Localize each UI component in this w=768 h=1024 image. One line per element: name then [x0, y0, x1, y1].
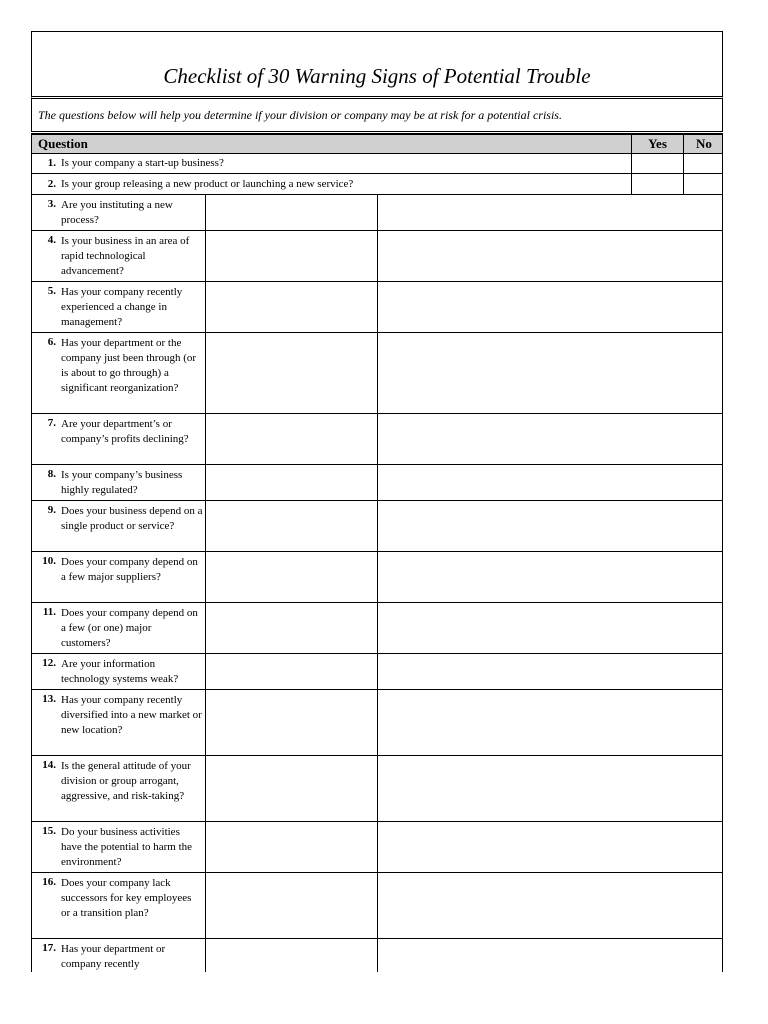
yes-answer-cell[interactable] [206, 465, 378, 500]
question-cell [32, 414, 206, 464]
question-text: Does your company lack successors for key employees or a transition plan? [61, 877, 192, 919]
question-cell [32, 690, 206, 755]
question-number: 13. [42, 693, 56, 705]
table-row [31, 690, 723, 756]
checklist-sheet [31, 31, 723, 972]
question-text: Has your department or the company just been through (or is about to go through) a significant reorganization? [61, 337, 197, 394]
question-cell [32, 231, 206, 281]
intro-text: The questions below will help you determine if your division or company may be at risk for a potential crisis. [38, 108, 562, 122]
table-row [31, 654, 723, 690]
yes-answer-cell[interactable] [206, 939, 378, 972]
question-text: Is your company a start-up business? [61, 157, 224, 169]
question-cell [32, 654, 206, 689]
question-number: 4. [47, 234, 56, 246]
table-row [31, 333, 723, 414]
table-row [31, 282, 723, 333]
question-number: 8. [47, 468, 56, 480]
table-row [31, 153, 723, 174]
yes-answer-cell[interactable] [206, 873, 378, 938]
yes-answer-cell[interactable] [206, 282, 378, 332]
question-text: Is your company’s business highly regulated? [61, 469, 183, 496]
header-no: No [683, 135, 724, 153]
table-row [31, 174, 723, 195]
question-text: Is your group releasing a new product or launching a new service? [61, 178, 354, 190]
yes-answer-cell[interactable] [206, 690, 378, 755]
question-cell [32, 873, 206, 938]
title-box [31, 31, 723, 99]
question-cell [32, 756, 206, 821]
table-header [31, 133, 723, 154]
yes-answer-cell[interactable] [206, 756, 378, 821]
question-number: 1. [47, 157, 56, 169]
question-number: 17. [42, 942, 56, 954]
question-number: 14. [42, 759, 56, 771]
header-question: Question [38, 136, 88, 151]
question-cell [32, 282, 206, 332]
no-answer-cell[interactable] [683, 174, 724, 194]
table-row [31, 501, 723, 552]
table-row [31, 552, 723, 603]
question-cell [32, 501, 206, 551]
question-text: Has your department or company recently [61, 943, 166, 970]
question-number: 12. [42, 657, 56, 669]
question-cell [32, 333, 206, 413]
yes-answer-cell[interactable] [206, 654, 378, 689]
header-yes: Yes [631, 135, 683, 153]
question-text: Is your business in an area of rapid technological advancement? [61, 235, 190, 277]
table-row [31, 603, 723, 654]
question-number: 9. [47, 504, 56, 516]
question-number: 6. [47, 336, 56, 348]
table-row [31, 195, 723, 231]
yes-answer-cell[interactable] [631, 174, 683, 194]
question-text: Is the general attitude of your division or group arrogant, aggressive, and risk-taking? [61, 760, 191, 802]
question-number: 7. [47, 417, 56, 429]
question-text: Are your department’s or company’s profits declining? [61, 418, 189, 445]
question-number: 16. [42, 876, 56, 888]
table-row [31, 822, 723, 873]
yes-answer-cell[interactable] [206, 552, 378, 602]
yes-answer-cell[interactable] [206, 231, 378, 281]
question-text: Are you instituting a new process? [61, 199, 173, 226]
question-text: Are your information technology systems weak? [61, 658, 179, 685]
question-text: Does your company depend on a few (or one) major customers? [61, 607, 198, 649]
document-title: Checklist of 30 Warning Signs of Potential Trouble [163, 64, 591, 88]
yes-answer-cell[interactable] [206, 603, 378, 653]
question-cell [32, 603, 206, 653]
question-cell [32, 552, 206, 602]
table-row [31, 465, 723, 501]
question-number: 10. [42, 555, 56, 567]
question-cell [32, 822, 206, 872]
yes-answer-cell[interactable] [631, 153, 683, 173]
intro-box [31, 98, 723, 132]
question-text: Does your business depend on a single product or service? [61, 505, 203, 532]
table-row [31, 231, 723, 282]
table-row [31, 414, 723, 465]
question-text: Do your business activities have the potential to harm the environment? [61, 826, 193, 868]
table-row [31, 756, 723, 822]
yes-answer-cell[interactable] [206, 195, 378, 230]
question-number: 15. [42, 825, 56, 837]
question-number: 11. [42, 606, 56, 618]
question-number: 2. [47, 178, 56, 190]
question-cell [32, 465, 206, 500]
table-row [31, 873, 723, 939]
yes-answer-cell[interactable] [206, 501, 378, 551]
question-text: Has your company recently diversified into a new market or new location? [61, 694, 202, 736]
question-number: 5. [47, 285, 56, 297]
table-row [31, 939, 723, 972]
question-cell [32, 195, 206, 230]
question-text: Does your company depend on a few major suppliers? [61, 556, 198, 583]
no-answer-cell[interactable] [683, 153, 724, 173]
question-cell [32, 939, 206, 972]
yes-answer-cell[interactable] [206, 822, 378, 872]
yes-answer-cell[interactable] [206, 333, 378, 413]
question-number: 3. [47, 198, 56, 210]
question-text: Has your company recently experienced a change in management? [61, 286, 183, 328]
yes-answer-cell[interactable] [206, 414, 378, 464]
